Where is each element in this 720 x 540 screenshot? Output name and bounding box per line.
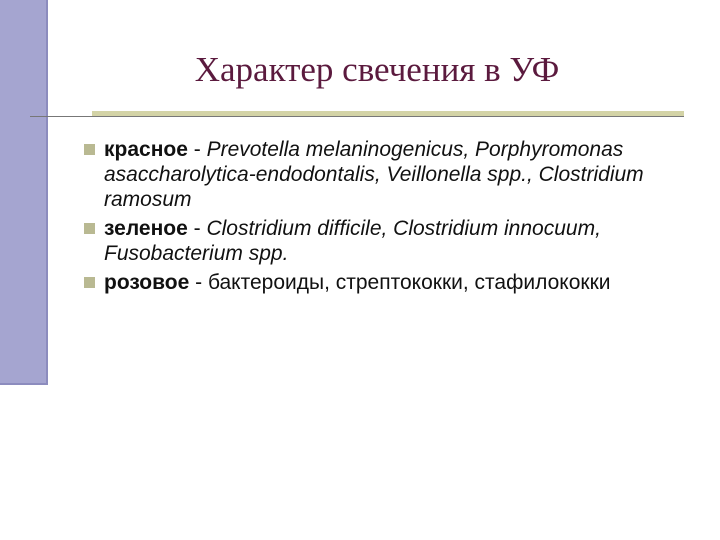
bullet-separator: -: [187, 217, 207, 240]
slide-title: Характер свечения в УФ: [194, 50, 560, 89]
square-bullet-icon: [84, 144, 95, 155]
square-bullet-icon: [84, 277, 95, 288]
bullet-separator: -: [187, 138, 207, 161]
bullet-term: красное: [104, 138, 188, 161]
bullet-term: розовое: [104, 271, 190, 294]
bullet-list: [84, 137, 684, 299]
bullet-item-green: [84, 216, 684, 266]
bullet-separator: -: [189, 271, 208, 294]
side-decor-bar: [0, 0, 48, 385]
bullet-description: Clostridium difficile, Clostridium innocuum, Fusobacterium spp.: [104, 217, 601, 265]
bullet-term: зеленое: [104, 217, 188, 240]
bullet-description: бактероиды, стрептококки, стафилококки: [207, 271, 611, 294]
bullet-description: Prevotella melaninogenicus, Porphyromonas asaccharolytica-endodontalis, Veillonella spp., Clostridium ramosum: [104, 138, 644, 211]
title-divider-line: [30, 116, 684, 117]
bullet-item-pink: [84, 270, 684, 295]
square-bullet-icon: [84, 223, 95, 234]
bullet-item-red: [84, 137, 684, 212]
